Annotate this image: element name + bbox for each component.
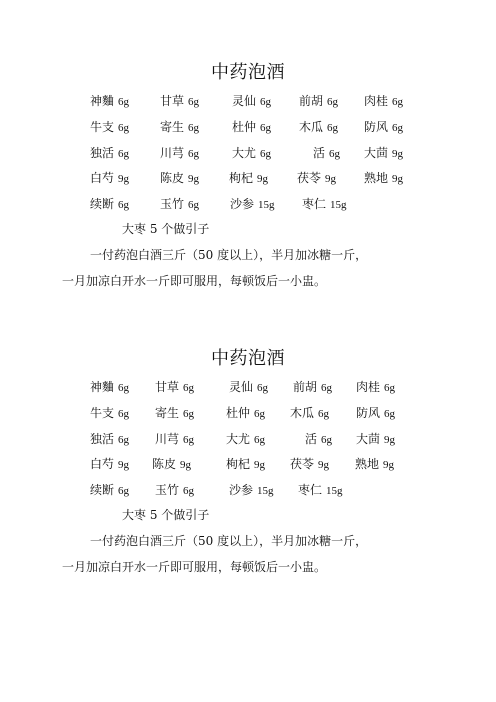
herb-dose: 6g: [384, 408, 396, 420]
instruction-line-1: 一付药泡白酒三斤（50 度以上），半月加冰糖一斤，: [90, 534, 368, 548]
herb-name: 白芍: [90, 457, 115, 471]
herb-name: 大尤: [232, 146, 257, 160]
herb-name: 寄生: [155, 406, 180, 420]
herb-dose: 6g: [321, 382, 333, 394]
herb-dose: 6g: [118, 122, 130, 134]
herb-dose: 6g: [118, 199, 130, 211]
herb-item: [355, 455, 394, 474]
herb-item: [90, 455, 129, 474]
herb-dose: 6g: [183, 382, 195, 394]
herb-item: [160, 118, 199, 137]
herb-dose: 6g: [254, 408, 266, 420]
herb-dose: 6g: [188, 199, 200, 211]
herb-name: 肉桂: [356, 380, 381, 394]
herb-dose: 9g: [118, 459, 130, 471]
herb-name: 杜仲: [232, 120, 257, 134]
herb-dose: 9g: [383, 459, 395, 471]
herb-row: [0, 481, 496, 501]
herb-item: [90, 195, 129, 214]
herb-item: [298, 481, 343, 500]
herb-name: 沙参: [229, 483, 254, 497]
herb-item: [90, 169, 129, 188]
herb-dose: 9g: [384, 434, 396, 446]
herb-name: 前胡: [293, 380, 318, 394]
herb-name: 神麯: [90, 380, 115, 394]
herb-item: [364, 169, 403, 188]
herb-row: [0, 404, 496, 424]
herb-item: [305, 430, 332, 449]
herb-name: 寄生: [160, 120, 185, 134]
herb-dose: 15g: [330, 199, 347, 211]
herb-name: 陈皮: [160, 171, 185, 185]
herb-name: 茯苓: [297, 171, 322, 185]
herb-name: 熟地: [355, 457, 380, 471]
herb-row: [0, 195, 496, 215]
herb-item: [297, 169, 336, 188]
herb-item: [232, 92, 271, 111]
herb-dose: 9g: [318, 459, 330, 471]
herb-name: 川芎: [155, 432, 180, 446]
herb-item: [230, 195, 275, 214]
herb-name: 灵仙: [229, 380, 254, 394]
herb-name: 肉桂: [364, 94, 389, 108]
herb-dose: 6g: [392, 96, 404, 108]
herb-item: [90, 404, 129, 423]
herb-dose: 6g: [260, 148, 272, 160]
herb-dose: 9g: [254, 459, 266, 471]
herb-name: 神麯: [90, 94, 115, 108]
herb-dose: 6g: [327, 96, 339, 108]
recipe-title: 中药泡酒: [211, 348, 285, 369]
herb-dose: 6g: [254, 434, 266, 446]
herb-dose: 6g: [183, 485, 195, 497]
herb-name: 沙参: [230, 197, 255, 211]
herb-name: 玉竹: [155, 483, 180, 497]
herb-item: [293, 378, 332, 397]
herb-item: [90, 92, 129, 111]
herb-dose: 6g: [118, 96, 130, 108]
herb-row: [0, 144, 496, 164]
herb-dose: 6g: [188, 122, 200, 134]
herb-item: [155, 481, 194, 500]
herb-name: 灵仙: [232, 94, 257, 108]
herb-name: 茯苓: [290, 457, 315, 471]
herb-dose: 6g: [321, 434, 333, 446]
herb-dose: 6g: [183, 434, 195, 446]
herb-item: [232, 118, 271, 137]
herb-item: [160, 144, 199, 163]
herb-name: 独活: [90, 432, 115, 446]
herb-name: 大茴: [364, 146, 389, 160]
herb-name: 玉竹: [160, 197, 185, 211]
herb-item: [356, 378, 395, 397]
herb-name: 大尤: [226, 432, 251, 446]
herb-item: [160, 195, 199, 214]
herb-dose: 15g: [258, 199, 275, 211]
herb-row: [0, 378, 496, 398]
herb-item: [229, 481, 274, 500]
herb-item: [229, 378, 268, 397]
herb-row: [0, 430, 496, 450]
herb-dose: 6g: [318, 408, 330, 420]
herb-name: 熟地: [364, 171, 389, 185]
herb-item: [90, 430, 129, 449]
herb-dose: 6g: [118, 382, 130, 394]
herb-name: 前胡: [299, 94, 324, 108]
herb-dose: 9g: [392, 173, 404, 185]
herb-item: [364, 118, 403, 137]
herb-name: 枣仁: [298, 483, 323, 497]
instruction-line-2: 一月加凉白开水一斤即可服用，每顿饭后一小盅。: [62, 560, 327, 574]
herb-name: 防风: [364, 120, 389, 134]
herb-item: [290, 404, 329, 423]
herb-item: [160, 92, 199, 111]
herb-dose: 6g: [118, 148, 130, 160]
herb-item: [155, 404, 194, 423]
herb-name: 防风: [356, 406, 381, 420]
herb-item: [226, 455, 265, 474]
herb-item: [229, 169, 268, 188]
herb-row: [0, 169, 496, 189]
instruction-line-1: 一付药泡白酒三斤（50 度以上），半月加冰糖一斤，: [90, 248, 368, 262]
herb-name: 活: [305, 432, 318, 446]
herb-item: [302, 195, 347, 214]
recipe-title: 中药泡酒: [211, 62, 285, 83]
herb-dose: 9g: [257, 173, 269, 185]
herb-name: 枸杞: [226, 457, 251, 471]
herb-dose: 9g: [325, 173, 337, 185]
herb-name: 陈皮: [152, 457, 177, 471]
herb-item: [155, 378, 194, 397]
herb-dose: 15g: [257, 485, 274, 497]
herb-name: 川芎: [160, 146, 185, 160]
herb-name: 白芍: [90, 171, 115, 185]
herb-name: 枣仁: [302, 197, 327, 211]
herb-item: [364, 92, 403, 111]
herb-dose: 9g: [180, 459, 192, 471]
note-line: 大枣 5 个做引子: [122, 222, 210, 236]
herb-item: [160, 169, 199, 188]
herb-item: [226, 430, 265, 449]
herb-dose: 9g: [392, 148, 404, 160]
herb-item: [364, 144, 403, 163]
herb-dose: 6g: [118, 434, 130, 446]
herb-item: [90, 144, 129, 163]
herb-dose: 6g: [260, 96, 272, 108]
herb-item: [313, 144, 340, 163]
herb-dose: 6g: [392, 122, 404, 134]
herb-dose: 6g: [327, 122, 339, 134]
herb-item: [155, 430, 194, 449]
note-line: 大枣 5 个做引子: [122, 508, 210, 522]
herb-item: [299, 92, 338, 111]
herb-item: [232, 144, 271, 163]
herb-item: [90, 118, 129, 137]
herb-name: 大茴: [356, 432, 381, 446]
herb-name: 枸杞: [229, 171, 254, 185]
herb-dose: 6g: [384, 382, 396, 394]
herb-dose: 6g: [260, 122, 272, 134]
herb-row: [0, 92, 496, 112]
herb-name: 续断: [90, 483, 115, 497]
herb-name: 木瓜: [290, 406, 315, 420]
instruction-line-2: 一月加凉白开水一斤即可服用，每顿饭后一小盅。: [62, 274, 327, 288]
herb-dose: 6g: [118, 408, 130, 420]
herb-name: 续断: [90, 197, 115, 211]
herb-name: 牛支: [90, 120, 115, 134]
herb-dose: 9g: [188, 173, 200, 185]
herb-dose: 6g: [257, 382, 269, 394]
herb-name: 牛支: [90, 406, 115, 420]
herb-row: [0, 455, 496, 475]
herb-item: [226, 404, 265, 423]
herb-name: 木瓜: [299, 120, 324, 134]
herb-name: 独活: [90, 146, 115, 160]
herb-dose: 6g: [188, 148, 200, 160]
herb-dose: 6g: [183, 408, 195, 420]
herb-item: [356, 430, 395, 449]
herb-dose: 9g: [118, 173, 130, 185]
herb-item: [90, 378, 129, 397]
herb-name: 杜仲: [226, 406, 251, 420]
herb-item: [356, 404, 395, 423]
herb-name: 甘草: [160, 94, 185, 108]
herb-dose: 6g: [118, 485, 130, 497]
herb-name: 活: [313, 146, 326, 160]
herb-item: [290, 455, 329, 474]
herb-dose: 6g: [188, 96, 200, 108]
herb-item: [299, 118, 338, 137]
herb-item: [152, 455, 191, 474]
herb-dose: 15g: [326, 485, 343, 497]
herb-row: [0, 118, 496, 138]
herb-name: 甘草: [155, 380, 180, 394]
herb-dose: 6g: [329, 148, 341, 160]
herb-item: [90, 481, 129, 500]
